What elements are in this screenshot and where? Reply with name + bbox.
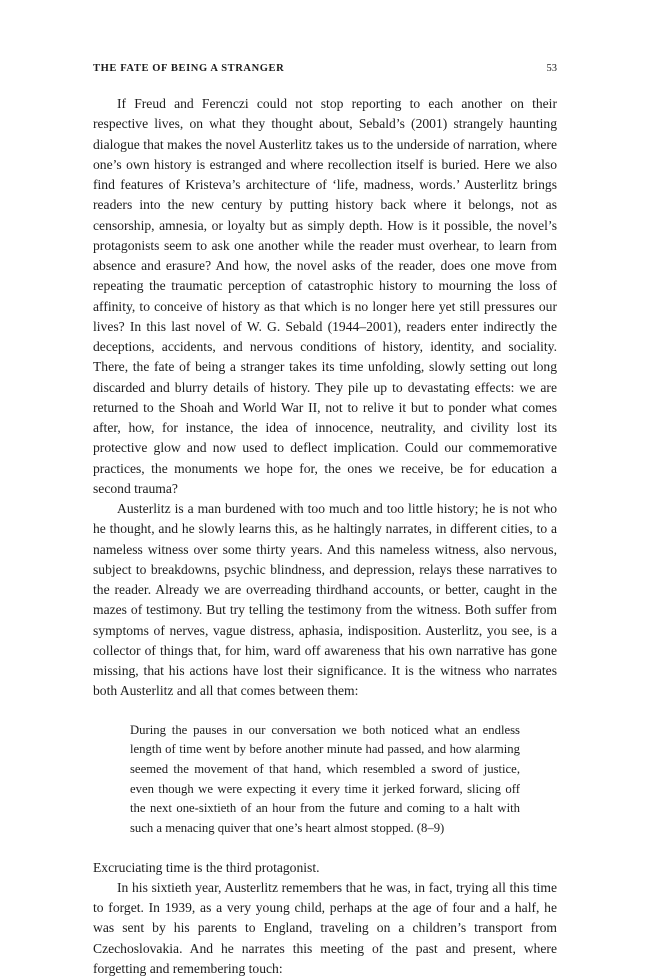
paragraph-austerlitz-burdened: Austerlitz is a man burdened with too much and too little history; he is not who he thought, and he slowly learns this, as he haltingly narrates, in different cities, to a nameless witness over some thirty years. And this nameless witness, also nervous, subject to breakdowns, psychic blindness, and depression, relays these narratives to the reader. Already we are overreading thirdhand accounts, or better, caught in the mazes of testimony. But try telling the testimony from the witness. Both suffer from symptoms of nerves, vague distress, aphasia, indisposition. Austerlitz, you see, is a collector of things that, for him, ward off awareness that his own narrative has gone missing, that his actions have lost their significance. It is the witness who narrates both Austerlitz and all that comes between them:	[93, 501, 557, 699]
chapter-running-title: THE FATE OF BEING A STRANGER	[93, 63, 285, 74]
running-header	[93, 63, 557, 77]
body-text	[93, 94, 557, 979]
paragraph-freud-ferenczi: If Freud and Ferenczi could not stop reporting to each another on their respective lives, on what they thought about, Sebald’s (2001) strangely haunting dialogue that makes the novel Austerlitz takes us to the underside of narration, where one’s own history is estranged and where recollection itself is buried. Here we also find features of Kristeva’s architecture of ‘life, madness, words.’ Austerlitz brings readers into the new century by putting history back where it belongs, not as censorship, amnesia, or loyalty but as simply depth. How is it possible, the novel’s protagonists seem to ask one another while the reader must overhear, to learn from absence and erasure? And how, the novel asks of the reader, does one move from repeating the traumatic perception of catastrophic history to mourning the loss of affinity, to conceive of history as that which is no longer here yet still pressures our lives? In this last novel of W. G. Sebald (1944–2001), readers enter indirectly the deceptions, accidents, and nervous conditions of history, identity, and sociality. There, the fate of being a stranger takes its time unfolding, slowly setting out long discarded and blurry details of history. They pile up to devastating effects: we are returned to the Shoah and World War II, not to relive it but to ponder what comes after, how, for instance, the idea of innocence, neutrality, and civility lost its protective glow and now used to deflect implication. Could our commemorative practices, the monuments we hope for, the ones we receive, be for education a second trauma?	[93, 96, 557, 496]
paragraph-excruciating-time: Excruciating time is the third protagonist.	[93, 859, 320, 875]
block-quote: During the pauses in our conversation we both noticed what an endless length of time went by before another minute had passed, and how alarming seemed the movement of that hand, which resembled a sword of justice, even though we were expecting it every time it jerked forward, slicing off the next one-sixtieth of an hour from the future and coming to a halt with such a menacing quiver that one’s heart almost stopped. (8–9)	[130, 722, 520, 836]
paragraph-sixtieth-year: In his sixtieth year, Austerlitz remembers that he was, in fact, trying all this time to forget. In 1939, as a very young child, perhaps at the age of four and a half, he was sent by his parents to England, traveling on a children’s transport from Czechoslovakia. And he narrates this meeting of the past and present, where forgetting and remembering touch:	[93, 879, 557, 976]
page-number: 53	[546, 63, 557, 74]
